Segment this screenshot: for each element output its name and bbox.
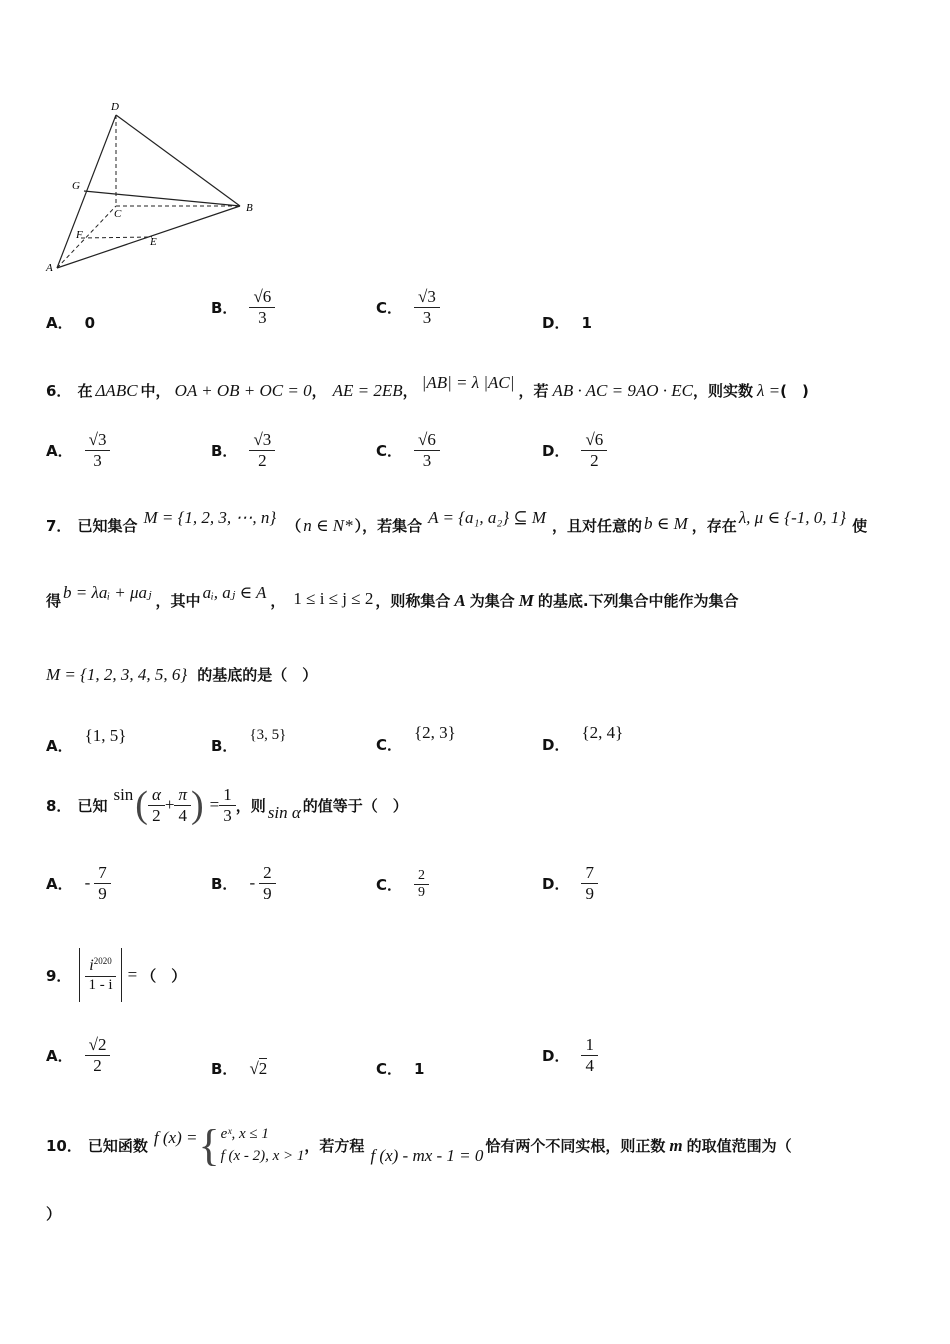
q10-stem-line1: 10． 已知函数 f (x) = { eˣ, x ≤ 1 f (x - 2), x > 1 ，若方程 f (x) - mx - 1 = 0 恰有两个不同实根，则正数 m 的取值范围为（ — [46, 1121, 792, 1170]
q8-stem: 8． 已知 sin ( $\frac{\alpha}{2}$ + $\frac{\pi}{4}$ ) = $\frac{1}{3}$ ，则 sin α 的值等于（ ） — [46, 784, 408, 826]
q7-stem-line3: M = {1, 2, 3, 4, 5, 6} 的基底的是（ ） — [46, 664, 318, 684]
fraction-alpha-over-2: $\frac{\alpha}{2}$ — [148, 785, 165, 825]
fraction: $\frac{1}{4}$ — [581, 1035, 598, 1075]
point-label-b: B — [246, 202, 253, 214]
fraction: $\frac{7}{9}$ — [94, 863, 111, 903]
q8-option-b[interactable]: B． - $\frac{2}{9}$ — [211, 863, 276, 903]
q5-option-d[interactable]: D． 1 — [542, 313, 592, 332]
q9-option-b[interactable]: B． √ 2 — [211, 1058, 268, 1078]
q7-option-a[interactable]: A． {1, 5} — [46, 725, 127, 755]
point-label-d: D — [111, 101, 119, 113]
q7-option-c[interactable]: C． {2, 3} — [376, 722, 456, 754]
q6-option-c[interactable]: C． $\frac{√6}{3}$ — [376, 430, 440, 470]
fraction: $\frac{√2}{2}$ — [85, 1035, 111, 1075]
fraction: $\frac{√6}{3}$ — [414, 430, 440, 470]
fraction: $\frac{√3}{3}$ — [414, 287, 440, 327]
sqrt-symbol: √ — [249, 1058, 259, 1078]
point-label-f: F — [76, 229, 83, 241]
fraction: $\frac{√6}{2}$ — [581, 430, 607, 470]
q6-option-d[interactable]: D． $\frac{√6}{2}$ — [542, 430, 607, 470]
q5-option-b[interactable]: B． $\frac{√6}{3}$ — [211, 287, 275, 327]
point-label-g: G — [72, 180, 80, 192]
q6-stem: 6． 在 ΔABC 中， OA + OB + OC = 0 ， AE = 2EB ， |AB| = λ |AC| ，若 AB · AC = 9AO · EC ，则实数 λ = ( ) — [46, 372, 809, 400]
q7-option-b[interactable]: B． {3, 5} — [211, 727, 287, 755]
fraction: $\frac{7}{9}$ — [581, 863, 598, 903]
fraction: $\frac{√3}{3}$ — [85, 430, 111, 470]
fraction-i2020-over-1-minus-i: $\frac{i^{2020}}{1 - i}$ — [84, 956, 116, 994]
tetrahedron-figure — [40, 95, 270, 280]
q7-stem-line2: 得 b = λaᵢ + μaⱼ ，其中 aᵢ, aⱼ ∈ A ， 1 ≤ i ≤ j ≤ 2 ，则称集合 A 为集合 M 的基底.下列集合中能作为集合 — [46, 582, 739, 610]
piecewise-cases: eˣ, x ≤ 1 f (x - 2), x > 1 — [220, 1125, 305, 1164]
point-label-a: A — [46, 262, 53, 274]
q8-option-a[interactable]: A． - $\frac{7}{9}$ — [46, 863, 111, 903]
abs-value-expression — [79, 948, 121, 1002]
q7-stem-line1: 7． 已知集合 M = {1, 2, 3, ⋯, n} （ n ∈ N* ），若集合 A = {a₁, a₂} ⊆ M ，且对任意的 b ∈ M ，存在 λ, μ ∈ {-1, 0, 1} 使 — [46, 507, 868, 535]
q8-option-d[interactable]: D． $\frac{7}{9}$ — [542, 863, 598, 903]
fraction: $\frac{√6}{3}$ — [249, 287, 275, 327]
q5-option-a[interactable]: A． 0 — [46, 313, 96, 332]
right-paren: ) — [191, 784, 204, 826]
q5-option-c[interactable]: C． $\frac{√3}{3}$ — [376, 287, 440, 327]
q8-option-c[interactable]: C． $\frac{2}{9}$ — [376, 868, 429, 901]
point-label-c: C — [114, 208, 122, 220]
q6-option-a[interactable]: A． $\frac{√3}{3}$ — [46, 430, 110, 470]
fraction-one-third: $\frac{1}{3}$ — [219, 785, 236, 825]
q6-option-b[interactable]: B． $\frac{√3}{2}$ — [211, 430, 275, 470]
fraction: $\frac{√3}{2}$ — [249, 430, 275, 470]
q9-option-d[interactable]: D． $\frac{1}{4}$ — [542, 1035, 598, 1075]
left-paren: ( — [135, 784, 148, 826]
q7-option-d[interactable]: D． {2, 4} — [542, 722, 624, 754]
q10-stem-line2: ） — [46, 1205, 62, 1223]
q9-option-c[interactable]: C． 1 — [376, 1059, 425, 1078]
left-brace: { — [198, 1121, 220, 1170]
fraction-pi-over-4: $\frac{\pi}{4}$ — [174, 785, 191, 825]
q9-stem: 9． $\frac{i^{2020}}{1 - i}$ = （ ） — [46, 948, 186, 1002]
q9-option-a[interactable]: A． $\frac{√2}{2}$ — [46, 1035, 110, 1075]
fraction: $\frac{2}{9}$ — [259, 863, 276, 903]
point-label-e: E — [150, 236, 157, 248]
fraction: $\frac{2}{9}$ — [414, 868, 429, 901]
